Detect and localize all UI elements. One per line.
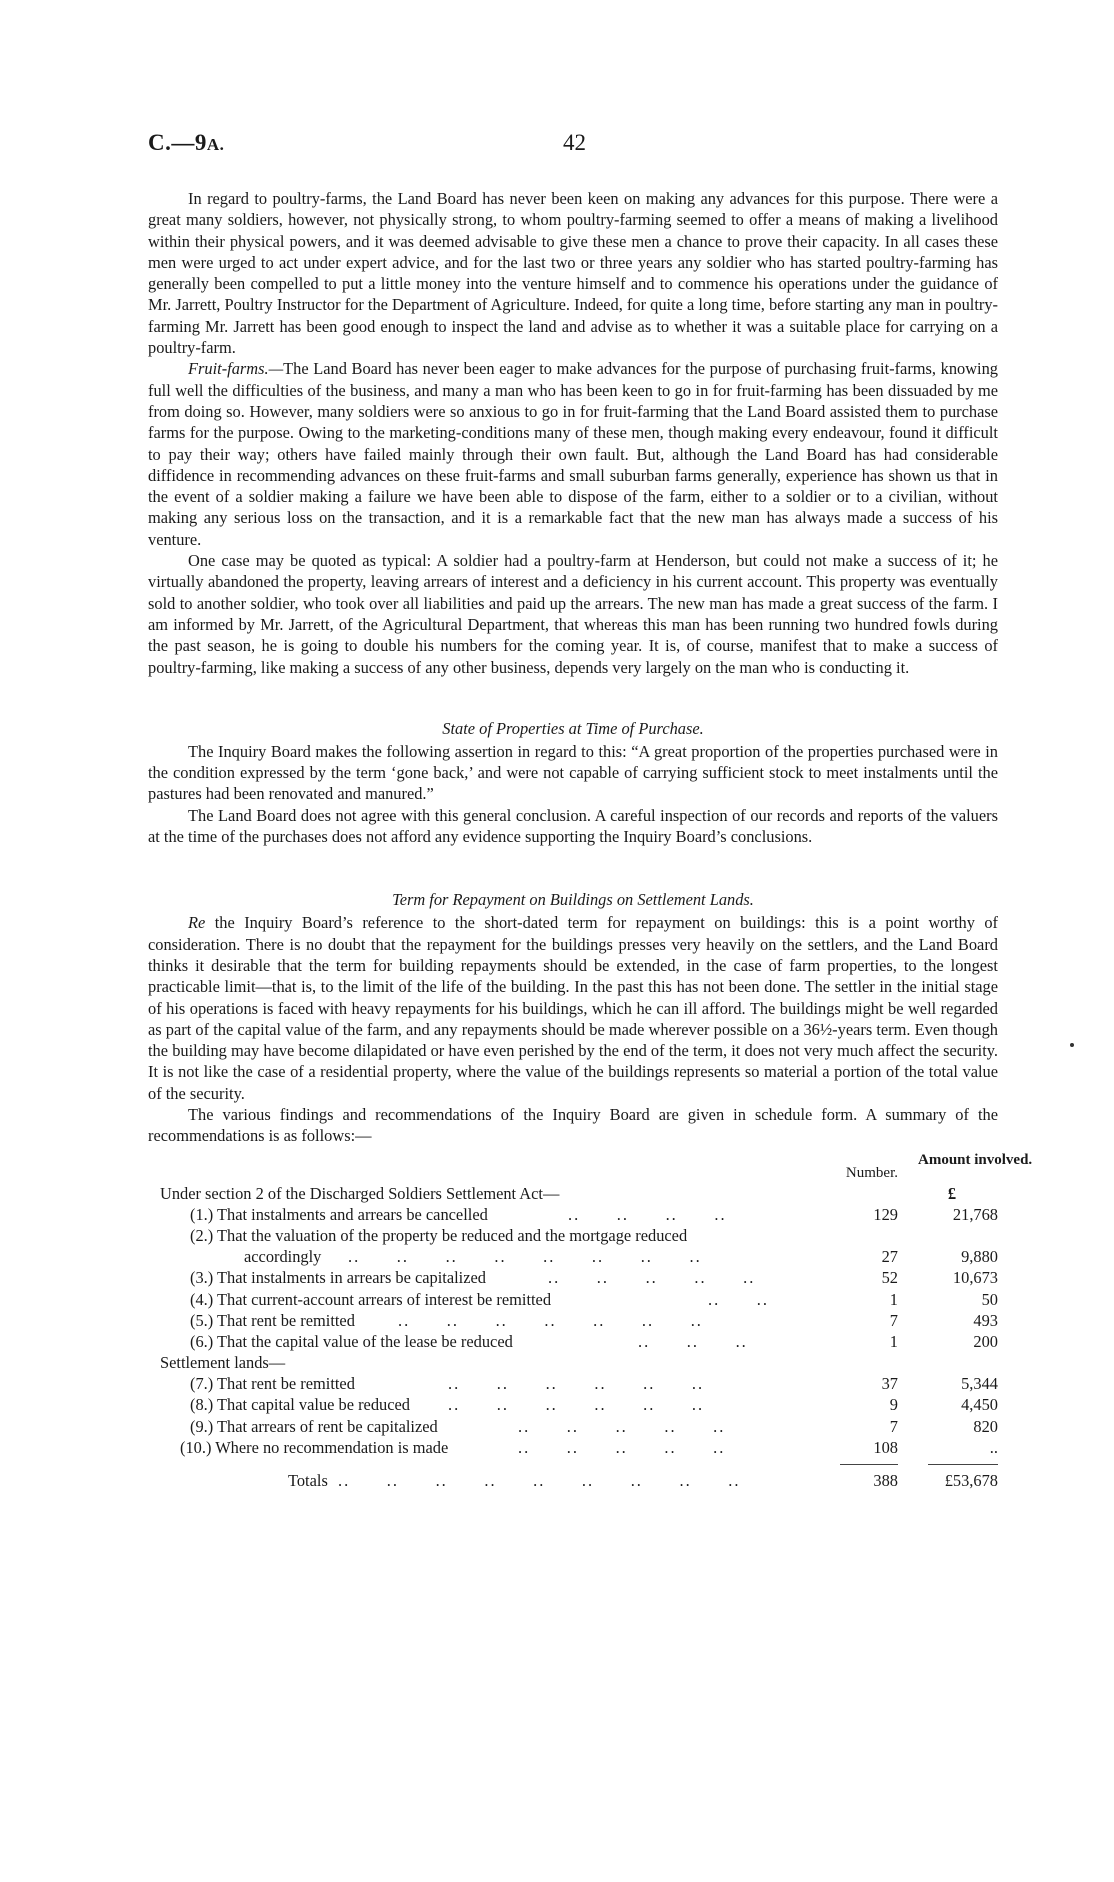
row-number: 27 <box>881 1247 898 1267</box>
column-header-amount: Amount involved. <box>918 1151 1033 1168</box>
row-number: 37 <box>881 1374 898 1394</box>
row-amount: 50 <box>981 1289 998 1309</box>
table-header-row <box>148 1149 1033 1183</box>
row-number: 129 <box>873 1204 898 1224</box>
number-column-rule <box>840 1464 898 1465</box>
leader-dots: .. .. .. <box>638 1331 748 1351</box>
totals-label: Totals <box>288 1471 328 1491</box>
section-label: Under section 2 of the Discharged Soldiers Settlement Act— <box>160 1183 560 1203</box>
recommendations-table <box>148 1149 1033 1492</box>
section-label: Settlement lands— <box>160 1353 286 1373</box>
leader-dots: .. .. .. .. <box>568 1204 727 1224</box>
section-row-settlement-lands <box>148 1352 998 1373</box>
row-amount: 200 <box>973 1331 998 1351</box>
row-label: (9.) That arrears of rent be capitalized <box>190 1416 438 1436</box>
scan-speck <box>1070 1043 1074 1047</box>
heading-term-for-repayment: Term for Repayment on Buildings on Settlement Lands. <box>392 890 754 910</box>
row-label: (8.) That capital value be reduced <box>190 1395 410 1415</box>
leader-dots: .. .. <box>708 1289 769 1309</box>
leader-dots: .. .. .. .. .. <box>518 1437 726 1457</box>
leader-dots: .. .. .. .. .. .. .. .. <box>348 1247 702 1267</box>
table-row <box>148 1310 998 1331</box>
paragraph-typical-case: One case may be quoted as typical: A soldier had a poultry-farm at Henderson, but could not make a success of it; he virtually abandoned the property, leaving arrears of interest and a deficiency in his current account. This property was eventually sold to another soldier, who took over all liabilities and paid up the arrears. The new man has made a great success of the farm. I am informed by Mr. Jarrett, of the Agricultural Department, that whereas this man has been running two hundred fowls during the past season, he is going to double his numbers for the coming year. It is, of course, manifest that to make a success of poultry-farming, like making a success of any other business, depends very largely on the man who is conducting it. <box>148 551 998 677</box>
table-row <box>148 1373 998 1394</box>
row-label: (4.) That current-account arrears of interest be remitted <box>190 1289 552 1309</box>
column-header-number: Number. <box>845 1164 898 1181</box>
heading-state-of-properties: State of Properties at Time of Purchase. <box>442 718 704 738</box>
row-number: 1 <box>889 1289 898 1309</box>
table-row <box>148 1331 998 1352</box>
row-label: (10.) Where no recommendation is made <box>180 1437 449 1457</box>
row-amount: 10,673 <box>952 1268 998 1288</box>
row-amount: 493 <box>973 1310 998 1330</box>
amount-column-rule <box>928 1464 998 1465</box>
row-amount: 4,450 <box>961 1395 998 1415</box>
totals-number: 388 <box>873 1471 898 1491</box>
table-row <box>148 1267 998 1288</box>
paragraph-summary-intro: The various findings and recommendations of the Inquiry Board are given in schedule form. A summary of the recommendations is as follows:— <box>148 1104 998 1146</box>
leader-dots: .. .. .. .. .. .. .. <box>398 1310 703 1330</box>
document-code: C.—9A. <box>148 130 225 155</box>
paragraph-poultry-farms: In regard to poultry-farms, the Land Board has never been keen on making any advances for this purpose. There were a great many soldiers, however, not physically strong, to whom poultry-farming seemed to offer a means of making a livelihood within their physical powers, and it was deemed advisable to give these men a chance to prove their capacity. In all cases these men were urged to act under expert advice, and for the last two or three years any soldier who has started poultry-farming has generally been compelled to put a little money into the venture himself and to commence his operations under the guidance of Mr. Jarrett, Poultry Instructor for the Department of Agriculture. Indeed, for quite a long time, before starting any man in poultry-farming Mr. Jarrett has been good enough to inspect the land and advise as to whether it was a suitable place for carrying on a poultry-farm. <box>148 189 998 358</box>
row-label: (5.) That rent be remitted <box>190 1310 355 1330</box>
table-row <box>148 1416 998 1437</box>
page-number: 42 <box>563 130 586 155</box>
table-row-continuation <box>148 1246 998 1267</box>
table-row <box>148 1394 998 1415</box>
row-number: 9 <box>889 1395 898 1415</box>
paragraph-fruit-farms: Fruit-farms.—The Land Board has never been eager to make advances for the purpose of purchasing fruit-farms, knowing full well the difficulties of the business, and many a man who has been keen to go in for fruit-farming has been dissuaded by me from doing so. However, many soldiers were so anxious to go in for fruit-farming that the Land Board assisted them to purchase farms for the purpose. Owing to the marketing-conditions many of these men, though making every endeavour, found it difficult to pay their way; others have failed mainly through their own fault. But, although the Land Board has had considerable diffidence in recommending advances on these fruit-farms and small suburban farms generally, experience has shown us that in the event of a soldier making a failure we have been able to dispose of the farm, either to a soldier or to a civilian, without making any serious loss on the transaction, and it is a remarkable fact that the new man has always made a success of his venture. <box>148 359 998 549</box>
table-row <box>148 1225 998 1246</box>
row-number: 52 <box>881 1268 898 1288</box>
section-row-discharged-soldiers <box>148 1183 998 1204</box>
row-number: 7 <box>889 1416 898 1436</box>
row-amount: 820 <box>973 1416 998 1436</box>
row-label: (2.) That the valuation of the property be reduced and the mortgage reduced <box>190 1225 688 1245</box>
table-row <box>148 1437 998 1458</box>
leader-dots: .. .. .. .. .. <box>548 1268 756 1288</box>
rules-row <box>148 1458 998 1470</box>
leader-dots: .. .. .. .. .. .. <box>448 1374 705 1394</box>
row-label-continuation: accordingly <box>244 1247 322 1267</box>
row-amount: 5,344 <box>961 1374 998 1394</box>
document-page <box>148 118 1033 1491</box>
page-header <box>148 118 998 158</box>
totals-amount: £53,678 <box>944 1471 998 1491</box>
row-amount: 21,768 <box>952 1204 998 1224</box>
paragraph-repayment-term: Re the Inquiry Board’s reference to the short-dated term for repayment on buildings: this is a point worthy of consideration. There is no doubt that the repayment for the buildings presses very heavily on the settlers, and the Land Board thinks it desirable that the term for building repayments should be extended, in the case of farm properties, to the longest practicable limit—that is, to the limit of the life of the building. In the past this has not been done. The settler in the initial stage of his operations is faced with heavy repayments for his buildings, which he can ill afford. The buildings might be well regarded as part of the capital value of the farm, and any repayments should be made wherever possible on a 36½-years term. Even though the building may have become dilapidated or have even perished by the end of the term, it does not very much affect the security. It is not like the case of a residential property, where the value of the buildings represents so material a portion of the total value of the security. <box>148 913 998 1103</box>
paragraph-inquiry-assertion: The Inquiry Board makes the following assertion in regard to this: “A great proportion of the properties purchased were in the condition expressed by the term ‘gone back,’ and were not capable of carrying sufficient stock to meet instalments until the pastures had been renovated and manured.” <box>148 741 998 804</box>
row-amount: 9,880 <box>961 1247 998 1267</box>
totals-row <box>148 1470 998 1491</box>
row-label: (1.) That instalments and arrears be cancelled <box>190 1204 488 1224</box>
row-amount: .. <box>989 1437 998 1457</box>
currency-symbol: £ <box>947 1183 957 1203</box>
leader-dots: .. .. .. .. .. <box>518 1416 726 1436</box>
leader-dots: .. .. .. .. .. .. .. .. .. <box>338 1471 741 1491</box>
row-number: 1 <box>889 1331 898 1351</box>
row-number: 7 <box>889 1310 898 1330</box>
row-label: (6.) That the capital value of the lease be reduced <box>190 1331 513 1351</box>
paragraph-land-board-response: The Land Board does not agree with this general conclusion. A careful inspection of our records and reports of the valuers at the time of the purchases does not afford any evidence supporting the Inquiry Board’s conclusions. <box>148 805 998 847</box>
row-label: (7.) That rent be remitted <box>190 1374 355 1394</box>
run-in-re: Re <box>188 913 206 933</box>
table-row <box>148 1289 998 1310</box>
table-row <box>148 1204 998 1225</box>
run-in-fruit-farms: Fruit-farms.— <box>188 359 284 379</box>
row-label: (3.) That instalments in arrears be capitalized <box>190 1268 486 1288</box>
row-number: 108 <box>873 1437 898 1457</box>
leader-dots: .. .. .. .. .. .. <box>448 1395 705 1415</box>
